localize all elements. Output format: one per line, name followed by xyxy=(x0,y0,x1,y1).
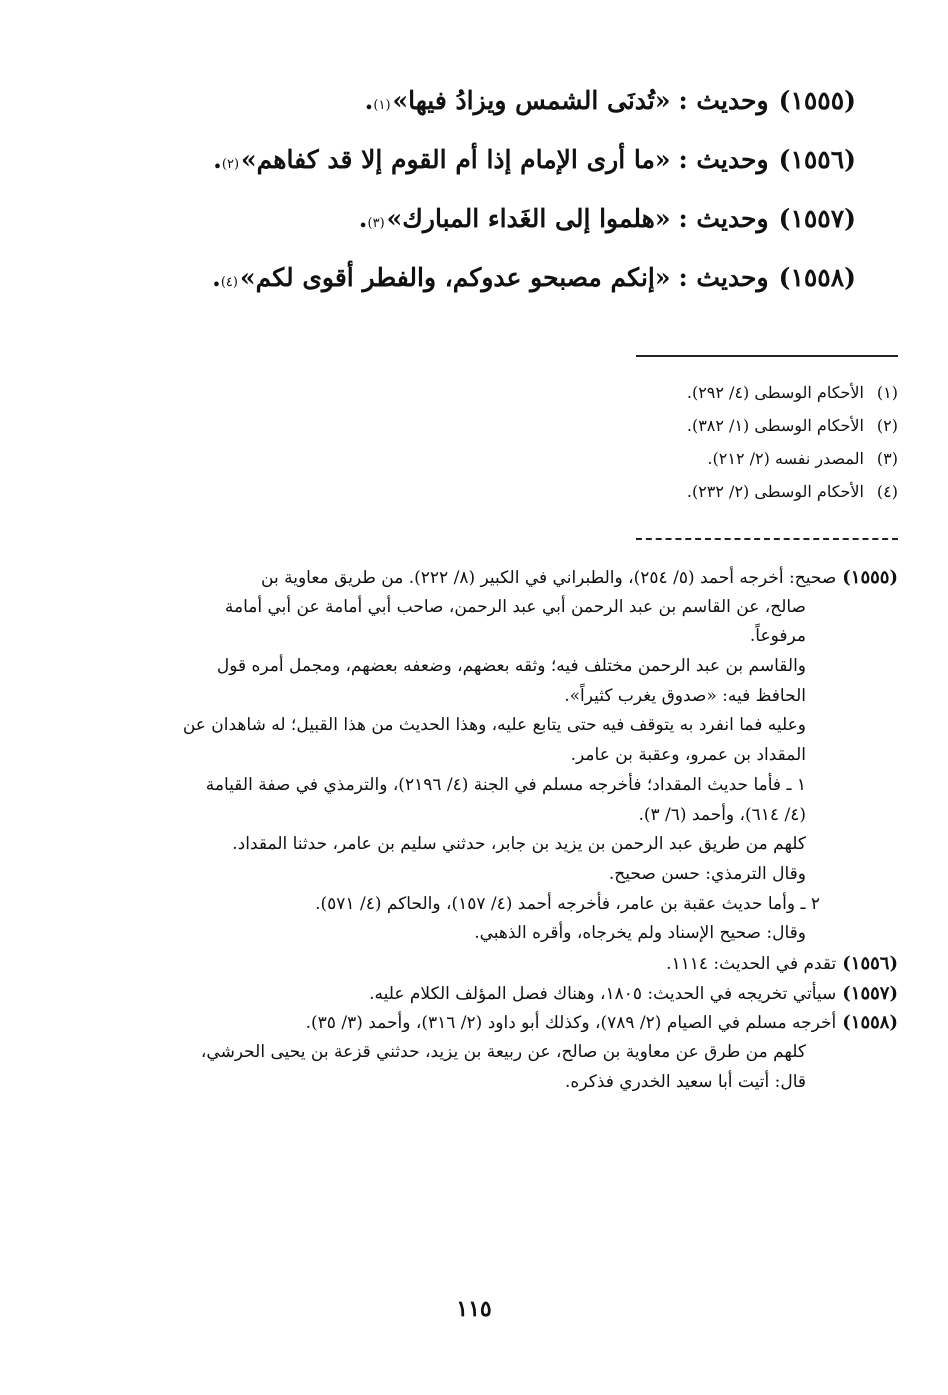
footnote-text: الأحكام الوسطى (٢/ ٢٣٢). xyxy=(686,482,864,501)
commentary-text: تقدم في الحديث: ١١١٤. xyxy=(666,953,837,974)
commentary-line: ١ ـ فأما حديث المقداد؛ فأخرجه مسلم في الجنة (٤/ ٢١٩٦)، والترمذي في صفة القيامة xyxy=(205,774,806,795)
hadith-text: «هلموا إلى الغَداء المبارك» xyxy=(386,204,671,233)
hadith-number: (١٥٥٦) xyxy=(778,145,856,174)
commentary-line: كلهم من طريق عبد الرحمن بن يزيد بن جابر، حدثني سليم بن عامر، حدثنا المقداد. xyxy=(232,834,806,855)
commentary-line: كلهم من طرق عن معاوية بن صالح، عن ربيعة بن يزيد، حدثني قزعة بن يحيى الحرشي، xyxy=(200,1042,806,1062)
commentary-separator xyxy=(636,538,898,540)
commentary-line: الحافظ فيه: «صدوق يغرب كثيراً». xyxy=(564,685,806,706)
footnote-number: (٣) xyxy=(876,449,898,468)
commentary-line: مرفوعاً. xyxy=(749,626,806,647)
commentary-line: والقاسم بن عبد الرحمن مختلف فيه؛ وثقه بعضهم، وضعفه بعضهم، ومجمل أمره قول xyxy=(216,656,806,677)
footnote-marker: (١) xyxy=(373,98,391,113)
hadith-lead: وحديث : xyxy=(678,204,769,233)
commentary-line: (٤/ ٦١٤)، وأحمد (٦/ ٣). xyxy=(638,804,806,825)
footnote-list xyxy=(478,383,898,515)
commentary-line: المقداد بن عمرو، وعقبة بن عامر. xyxy=(570,745,806,766)
commentary-section xyxy=(182,563,898,1097)
hadith-lead: وحديث : xyxy=(678,86,769,115)
footnote-text: الأحكام الوسطى (٤/ ٢٩٢). xyxy=(686,383,864,402)
footnote-number: (١) xyxy=(876,383,898,402)
hadith-list xyxy=(136,86,856,322)
commentary-text: أخرجه مسلم في الصيام (٢/ ٧٨٩)، وكذلك أبو داود (٢/ ٣١٦)، وأحمد (٣/ ٣٥). xyxy=(305,1013,837,1034)
hadith-lead: وحديث : xyxy=(678,263,769,292)
hadith-text: «ما أرى الإمام إذا أم القوم إلا قد كفاهم» xyxy=(241,145,671,174)
commentary-number: (١٥٥٨) xyxy=(842,1012,898,1034)
commentary-number: (١٥٥٥) xyxy=(842,567,898,588)
commentary-line xyxy=(186,949,898,979)
commentary-line xyxy=(186,563,898,593)
commentary-line: ٢ ـ وأما حديث عقبة بن عامر، فأخرجه أحمد (٤/ ١٥٧)، والحاكم (٤/ ٥٧١). xyxy=(315,893,820,914)
hadith-lead: وحديث : xyxy=(678,145,769,174)
commentary-text: صحيح: أخرجه أحمد (٥/ ٢٥٤)، والطبراني في الكبير (٨/ ٢٢٢). من طريق معاوية بن xyxy=(261,568,837,588)
hadith-entry xyxy=(136,204,856,263)
commentary-line: وقال: صحيح الإسناد ولم يخرجاه، وأقره الذهبي. xyxy=(474,923,806,944)
hadith-end: . xyxy=(364,86,374,115)
hadith-entry xyxy=(136,86,856,145)
commentary-number: (١٥٥٧) xyxy=(842,982,898,1004)
footnote-marker: (٢) xyxy=(221,157,240,172)
footnote xyxy=(478,416,898,449)
footnote xyxy=(478,449,898,482)
hadith-number: (١٥٥٨) xyxy=(778,263,856,292)
hadith-number: (١٥٥٥) xyxy=(778,86,856,115)
commentary-number: (١٥٥٦) xyxy=(842,952,898,974)
hadith-number: (١٥٥٧) xyxy=(778,204,856,233)
hadith-end: . xyxy=(212,263,221,292)
footnote-separator xyxy=(636,355,898,357)
commentary-line: قال: أتيت أبا سعيد الخدري فذكره. xyxy=(565,1071,806,1092)
footnote-text: الأحكام الوسطى (١/ ٣٨٢). xyxy=(686,416,864,435)
commentary-line: صالح، عن القاسم بن عبد الرحمن أبي عبد الرحمن، صاحب أبي أمامة عن أبي أمامة xyxy=(224,596,806,617)
commentary-text: سيأتي تخريجه في الحديث: ١٨٠٥، وهناك فصل المؤلف الكلام عليه. xyxy=(369,983,837,1004)
commentary-line: وقال الترمذي: حسن صحيح. xyxy=(608,863,806,884)
hadith-end: . xyxy=(213,145,222,174)
commentary-line: وعليه فما انفرد به يتوقف فيه حتى يتابع عليه، وهذا الحديث من هذا القبيل؛ له شاهدان عن xyxy=(182,715,806,736)
footnote xyxy=(478,482,898,515)
footnote-number: (٢) xyxy=(876,416,898,435)
commentary-line xyxy=(186,1008,898,1038)
hadith-end: . xyxy=(358,204,368,233)
hadith-entry xyxy=(136,263,856,322)
footnote-text: المصدر نفسه (٢/ ٢١٢). xyxy=(707,449,864,468)
hadith-entry xyxy=(136,145,856,204)
footnote-number: (٤) xyxy=(876,482,898,501)
footnote-marker: (٣) xyxy=(367,216,385,231)
footnote xyxy=(478,383,898,416)
hadith-text: «تُدنَى الشمس ويزادُ فيها» xyxy=(392,86,671,115)
commentary-line xyxy=(186,979,898,1009)
hadith-text: «إنكم مصبحو عدوكم، والفطر أقوى لكم» xyxy=(239,263,671,292)
page-number: ١١٥ xyxy=(456,1296,492,1322)
footnote-marker: (٤) xyxy=(220,275,238,290)
